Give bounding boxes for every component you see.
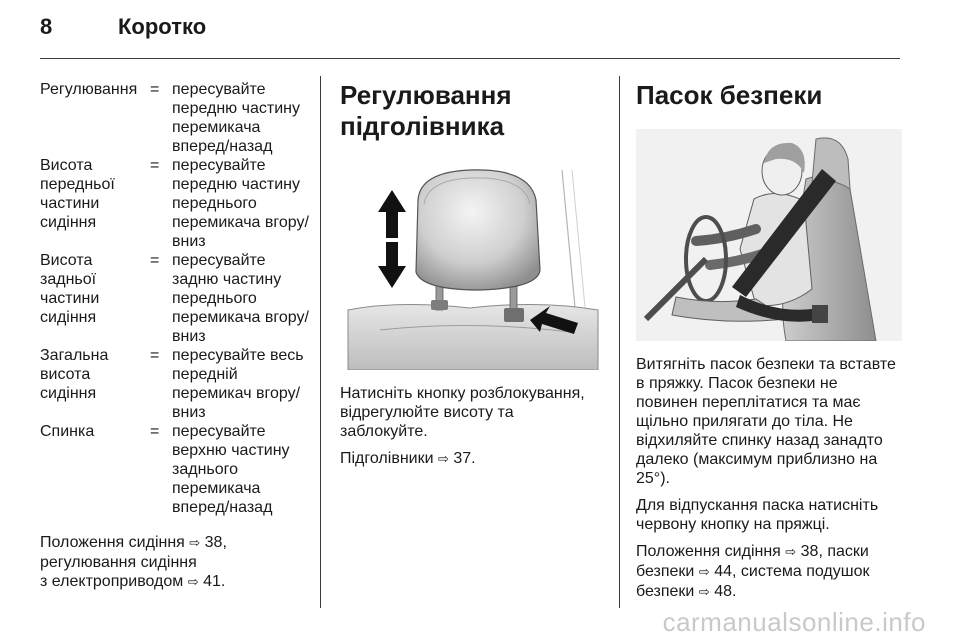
adjustment-equals: = — [150, 252, 160, 269]
adjustment-value: пересувайте задню частину переднього перемикача вгору/вниз — [172, 252, 309, 345]
adjustment-row — [40, 346, 310, 422]
adjustment-label: Висота передньої частини сидіння — [40, 157, 115, 231]
column-divider-1 — [320, 76, 321, 608]
column-seat-adjustment — [40, 80, 310, 592]
adjustment-value: пересувайте верхню частину заднього перемикача вперед/назад — [172, 423, 290, 516]
page-number: 8 — [40, 14, 53, 39]
adjustment-row — [40, 156, 310, 251]
header-rule — [40, 58, 900, 59]
seat-belt-heading: Пасок безпеки — [636, 80, 823, 110]
adjustment-table — [40, 80, 310, 517]
adjustment-value: пересувайте передню частину перемикача вперед/назад — [172, 81, 300, 155]
headrest-illustration — [340, 160, 602, 370]
ref-seat-belts-link[interactable]: 38, паски безпеки — [636, 543, 869, 580]
headrest-reference — [340, 449, 602, 469]
xref-arrow-icon: ⇨ — [189, 536, 201, 551]
ref-seat-position-label: Положення сидіння — [636, 543, 781, 560]
ref-power-seat-label-1: регулювання сидіння — [40, 554, 197, 571]
adjustment-label: Загальна висота сидіння — [40, 347, 109, 402]
ref-headrests-link[interactable]: 37. — [453, 450, 476, 467]
xref-arrow-icon: ⇨ — [187, 575, 199, 590]
adjustment-row — [40, 251, 310, 346]
headrest-heading: Регулювання підголівника — [340, 80, 512, 141]
adjustment-label: Спинка — [40, 423, 95, 440]
adjustment-label: Висота задньої частини сидіння — [40, 252, 100, 326]
seat-belt-release: Для відпускання паска натисніть червону кнопку на пряжці. — [636, 497, 879, 533]
adjustment-label: Регулювання — [40, 81, 138, 98]
adjustment-equals: = — [150, 423, 160, 440]
adjustment-equals: = — [150, 347, 160, 364]
seat-belt-illustration — [636, 129, 902, 341]
seat-belt-references — [636, 542, 902, 602]
adjustment-row — [40, 80, 310, 156]
xref-arrow-icon: ⇨ — [698, 565, 710, 580]
column-headrest — [340, 80, 602, 477]
adjustment-value: пересувайте передню частину переднього перемикача вгору/вниз — [172, 157, 309, 250]
page-title: Коротко — [118, 14, 207, 39]
xref-arrow-icon: ⇨ — [698, 585, 710, 600]
ref-airbag-page-link[interactable]: 48. — [714, 583, 737, 600]
adjustment-equals: = — [150, 81, 160, 98]
headrest-instructions: Натисніть кнопку розблокування, відрегулюйте висоту та заблокуйте. — [340, 385, 585, 440]
seat-references — [40, 533, 310, 592]
ref-power-seat-link[interactable]: 41. — [203, 573, 226, 590]
page-header — [40, 14, 206, 40]
ref-seat-position-label: Положення сидіння — [40, 534, 185, 551]
column-divider-2 — [619, 76, 620, 608]
xref-arrow-icon: ⇨ — [437, 452, 449, 467]
ref-power-seat-label-2: з електроприводом — [40, 573, 184, 590]
adjustment-equals: = — [150, 157, 160, 174]
column-seat-belt — [636, 80, 902, 610]
seat-belt-instructions: Витягніть пасок безпеки та вставте в пряжку. Пасок безпеки не повинен переплітатися та має щільно прилягати до тіла. Не відхиляйте спинку назад занадто далеко (максимум приблизно на 25°). — [636, 356, 896, 487]
ref-seat-position-link[interactable]: 38, — [204, 534, 227, 551]
ref-headrests-label: Підголівники — [340, 450, 434, 467]
ref-airbag-system-link[interactable]: 44, система подушок безпеки — [636, 563, 870, 600]
adjustment-row — [40, 422, 310, 517]
watermark: carmanualsonline.info — [662, 607, 926, 637]
xref-arrow-icon: ⇨ — [785, 545, 797, 560]
adjustment-value: пересувайте весь передній перемикач вгору/вниз — [172, 347, 304, 421]
